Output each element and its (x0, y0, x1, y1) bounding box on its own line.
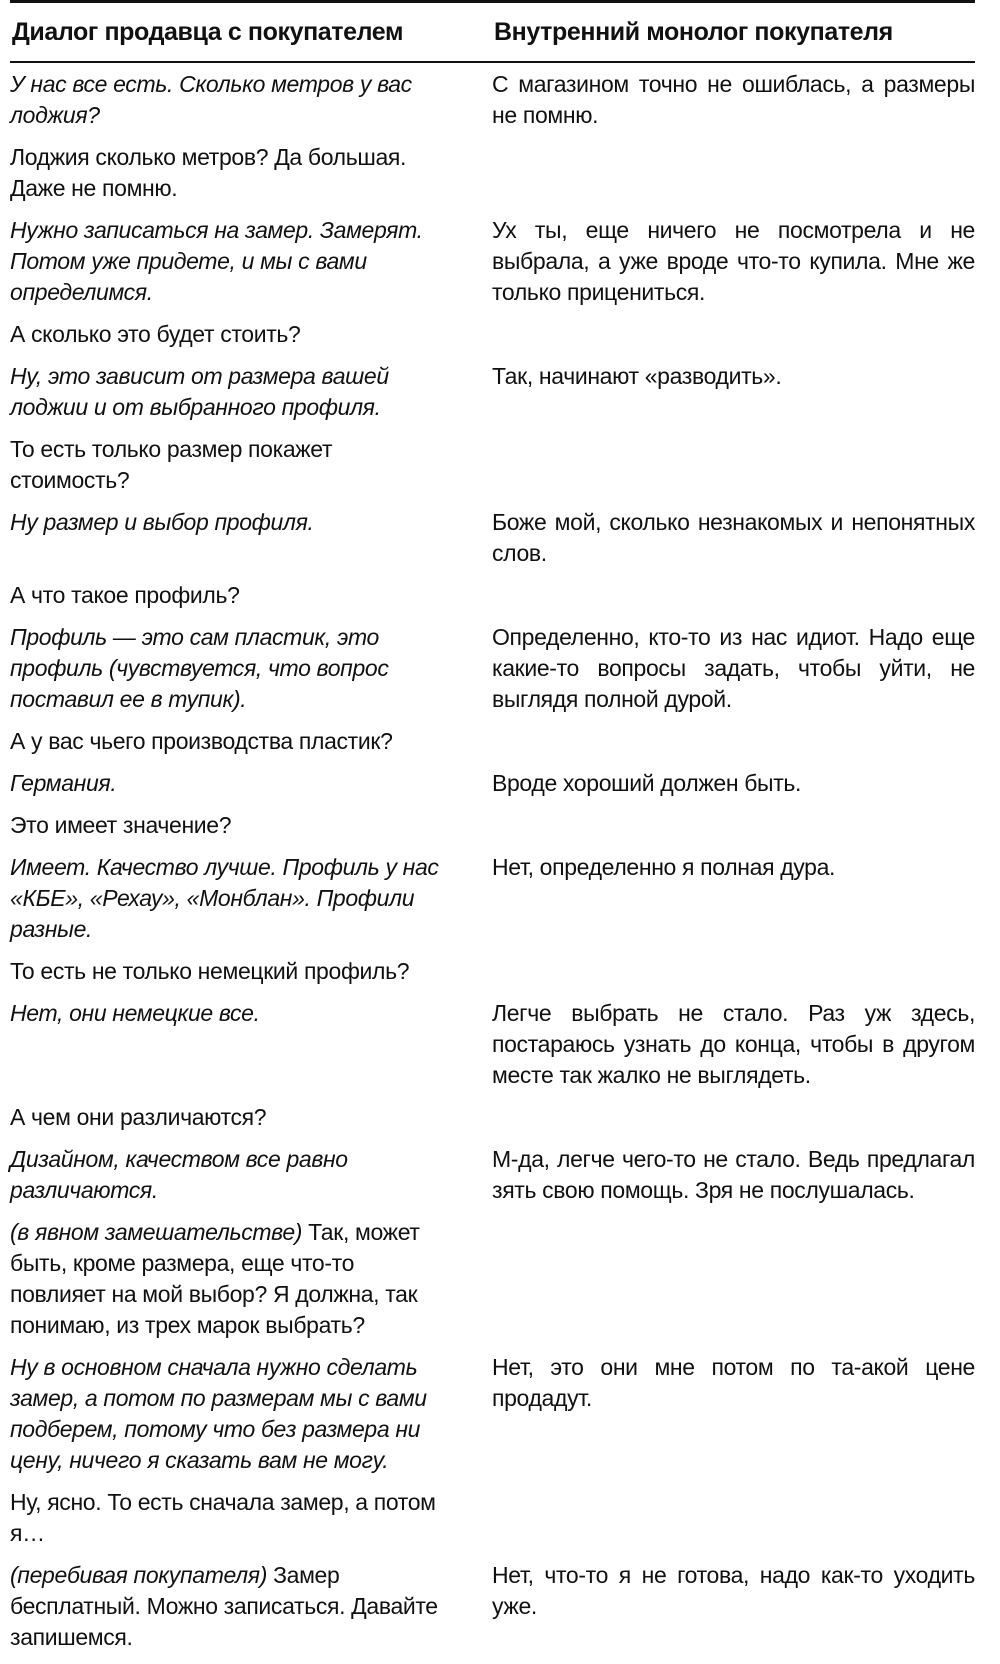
table-row (8, 1352, 975, 1487)
inner-monologue (490, 319, 975, 361)
buyer-line (8, 1217, 490, 1352)
dialog-text: Ну в основном сначала нужно сделать замер, а потом по размерам мы с вами подберем, потому что без размера ни цену, ничего я сказать вам не могу. (10, 1354, 427, 1473)
table-row (8, 361, 975, 434)
table-row (8, 1217, 975, 1352)
dialog-text: То есть не только немецкий профиль? (10, 958, 410, 984)
stage-remark: (в явном замешательстве) (10, 1219, 303, 1245)
table-row (8, 998, 975, 1102)
buyer-line (8, 1487, 490, 1560)
dialog-text: Ну, ясно. То есть сначала замер, а потом я… (10, 1489, 436, 1546)
dialog-text: А чем они различаются? (10, 1104, 267, 1130)
inner-monologue (490, 434, 975, 507)
buyer-line (8, 1560, 490, 1664)
header-monologue: Внутренний монолог покупателя (494, 17, 893, 46)
seller-line (8, 768, 490, 810)
table-row (8, 434, 975, 507)
table-row (8, 1560, 975, 1664)
stage-remark: (перебивая покупателя) (10, 1562, 268, 1588)
dialog-text: Имеет. Качество лучше. Профиль у нас «КБЕ», «Рехау», «Монблан». Профили разные. (10, 854, 439, 942)
dialog-text: Ну, это зависит от размера вашей лоджии и от выбранного профиля. (10, 363, 389, 420)
inner-monologue (490, 810, 975, 852)
seller-line (8, 1352, 490, 1487)
dialog-text: То есть только размер покажет стоимость? (10, 436, 333, 493)
table-row (8, 69, 975, 142)
inner-monologue (490, 726, 975, 768)
dialog-text: Нужно записаться на замер. Замерят. Потом уже придете, и мы с вами определимся. (10, 217, 423, 305)
seller-line (8, 215, 490, 319)
dialog-text: У нас все есть. Сколько метров у вас лоджия? (10, 71, 412, 128)
dialog-text: Лоджия сколько метров? Да большая. Даже не помню. (10, 144, 407, 201)
inner-monologue: Так, начинают «разводить». (492, 363, 782, 389)
table-row (8, 1144, 975, 1217)
inner-monologue: С магазином точно не ошиблась, а размеры не помню. (492, 71, 975, 128)
inner-monologue: Нет, определенно я полная дура. (492, 854, 836, 880)
table-row (8, 852, 975, 956)
inner-monologue (490, 956, 975, 998)
table-row (8, 726, 975, 768)
inner-monologue: Нет, что-то я не готова, надо как-то уходить уже. (492, 1562, 975, 1619)
seller-line (8, 998, 490, 1102)
buyer-line (8, 580, 490, 622)
table-row (8, 580, 975, 622)
dialog-text: Германия. (10, 770, 117, 796)
dialog-text: Замер бесплатный. Можно записаться. Давайте запишемся. (10, 1562, 438, 1650)
dialog-text: Профиль — это сам пластик, это профиль (чувствуется, что вопрос поставил ее в тупик). (10, 624, 389, 712)
buyer-line (8, 1102, 490, 1144)
inner-monologue (490, 1217, 975, 1352)
table-header (10, 3, 975, 63)
header-dialog: Диалог продавца с покупателем (12, 17, 404, 46)
dialog-text: А у вас чьего производства пластик? (10, 728, 393, 754)
inner-monologue: Определенно, кто-то из нас идиот. Надо еще какие-то вопросы задать, чтобы уйти, не выглядя полной дурой. (492, 624, 975, 712)
seller-line (8, 1144, 490, 1217)
seller-line (8, 507, 490, 580)
inner-monologue (490, 1487, 975, 1560)
dialog-text: А что такое профиль? (10, 582, 240, 608)
dialog-text: А сколько это будет стоить? (10, 321, 301, 347)
dialog-text: Ну размер и выбор профиля. (10, 509, 314, 535)
table-row (8, 1487, 975, 1560)
inner-monologue: Боже мой, сколько незнакомых и непонятных слов. (492, 509, 975, 566)
dialog-table (8, 69, 975, 1664)
table-row (8, 622, 975, 726)
buyer-line (8, 956, 490, 998)
dialog-text: Нет, они немецкие все. (10, 1000, 260, 1026)
inner-monologue (490, 580, 975, 622)
inner-monologue (490, 1102, 975, 1144)
dialog-text: Так, может быть, кроме размера, еще что-то повлияет на мой выбор? Я должна, так понимаю, из трех марок выбрать? (10, 1219, 420, 1338)
table-row (8, 1102, 975, 1144)
table-row (8, 507, 975, 580)
inner-monologue: Легче выбрать не стало. Раз уж здесь, постараюсь узнать до конца, чтобы в другом месте так жалко не выглядеть. (492, 1000, 975, 1088)
inner-monologue: М-да, легче чего-то не стало. Ведь предлагал зять свою помощь. Зря не послушалась. (492, 1146, 975, 1203)
inner-monologue (490, 142, 975, 215)
buyer-line (8, 726, 490, 768)
table-row (8, 142, 975, 215)
dialog-text: Дизайном, качеством все равно различаются. (10, 1146, 348, 1203)
table-row (8, 319, 975, 361)
inner-monologue: Нет, это они мне потом по та-акой цене продадут. (492, 1354, 975, 1411)
seller-line (8, 622, 490, 726)
table-row (8, 810, 975, 852)
buyer-line (8, 810, 490, 852)
inner-monologue: Вроде хороший должен быть. (492, 770, 802, 796)
seller-line (8, 69, 490, 142)
table-row (8, 956, 975, 998)
seller-line (8, 361, 490, 434)
buyer-line (8, 142, 490, 215)
table-row (8, 215, 975, 319)
table-row (8, 768, 975, 810)
buyer-line (8, 319, 490, 361)
inner-monologue: Ух ты, еще ничего не посмотрела и не выбрала, а уже вроде что-то купила. Мне же только прицениться. (492, 217, 975, 305)
dialog-text: Это имеет значение? (10, 812, 232, 838)
seller-line (8, 852, 490, 956)
buyer-line (8, 434, 490, 507)
